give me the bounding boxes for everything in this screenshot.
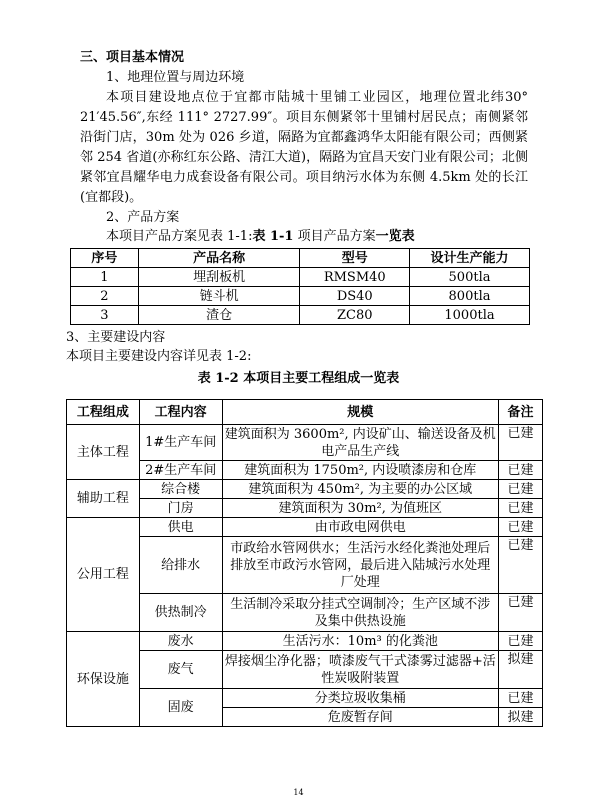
group-cell: 辅助工程 [67,480,140,518]
table-row [67,425,543,461]
ref-table-number: 表 1-1 [252,229,294,244]
table-cell: 1#生产车间 [139,425,222,461]
table-cell: 1000tla [410,306,530,325]
header-cell: 型号 [300,249,410,268]
table-row [67,518,543,537]
page-number: 14 [293,788,304,797]
table-cell: 危废暂存间 [222,708,498,727]
section-title: 三、项目基本情况 [80,50,185,65]
subheading-products: 2、产品方案 [106,210,180,225]
table-cell: RMSM40 [300,268,410,287]
table-cell: ZC80 [300,306,410,325]
table-cell: 3 [71,306,139,325]
table-cell: 分类垃圾收集桶 [222,689,498,708]
table-cell: 800tla [410,287,530,306]
table-cell: 门房 [139,499,222,518]
table-cell: 生活制冷采取分挂式空调制冷；生产区域不涉及集中供热设施 [222,594,498,632]
table-header-row [67,400,543,425]
table-cell: 拟建 [499,651,543,689]
table-row [71,287,530,306]
table-cell: DS40 [300,287,410,306]
table-cell: 1 [71,268,139,287]
table-cell: 建筑面积为 1750m², 内设喷漆房和仓库 [222,461,498,480]
table-cell: 已建 [499,425,543,461]
ref-table-caption: 项目产品方案 [293,229,376,244]
ref-table-caption-bold: 一览表 [375,229,415,244]
header-cell: 工程内容 [139,400,222,425]
table-cell: 给排水 [139,537,222,594]
table-cell: 供热制冷 [139,594,222,632]
table-cell: 2#生产车间 [139,461,222,480]
subheading-construction: 3、主要建设内容 [66,330,166,345]
location-paragraph: 本项目建设地点位于宜都市陆城十里铺工业园区，地理位置北纬30° 21′45.56″,东经 111° 2727.99″。项目东侧紧邻十里铺村居民点；南侧紧邻沿街门店，30m 处为 026 乡道，隔路为宜都鑫鸿华太阳能有限公司；西侧紧邻 254 省道(亦称红东公路、清江大道)，隔路为宜昌天安门业有限公司；北侧紧邻宜昌耀华电力成套设备有限公司。项目纳污水体为东侧 4.5km 处的长江(宜都段)。 [80,90,528,205]
table-row [71,268,530,287]
subheading-location: 1、地理位置与周边环境 [106,70,245,85]
header-cell: 备注 [499,400,543,425]
table2-title: 表 1-2 本项目主要工程组成一览表 [197,371,400,386]
table-row [71,306,530,325]
header-cell: 产品名称 [138,249,300,268]
product-table-reference [106,227,415,247]
table-cell: 供电 [139,518,222,537]
table-cell: 已建 [499,480,543,499]
table-cell: 已建 [499,518,543,537]
table-cell: 已建 [499,461,543,480]
table-row [67,632,543,651]
table-cell: 已建 [499,594,543,632]
table-cell: 焊接烟尘净化器；喷漆废气干式漆雾过滤器+活性炭吸附装置 [222,651,498,689]
ref-prefix: 本项目产品方案见表 1-1: [106,229,253,244]
construction-table [66,399,543,727]
header-cell: 规模 [222,400,498,425]
table-cell: 已建 [499,499,543,518]
table-cell: 建筑面积为 30m², 为值班区 [222,499,498,518]
table-header-row [71,249,530,268]
table-cell: 已建 [499,689,543,708]
table-cell: 已建 [499,632,543,651]
table-cell: 已建 [499,537,543,594]
table-cell: 综合楼 [139,480,222,499]
table-cell: 埋刮板机 [138,268,300,287]
table-cell: 500tla [410,268,530,287]
table-cell: 由市政电网供电 [222,518,498,537]
table-cell: 废水 [139,632,222,651]
group-cell: 公用工程 [67,518,140,632]
table-cell: 渣仓 [138,306,300,325]
group-cell: 环保设施 [67,632,140,727]
header-cell: 序号 [71,249,139,268]
product-table [70,248,530,325]
header-cell: 工程组成 [67,400,140,425]
table-cell: 链斗机 [138,287,300,306]
table-cell: 拟建 [499,708,543,727]
table-cell: 建筑面积为 3600m², 内设矿山、输送设备及机电产品生产线 [222,425,498,461]
table-cell: 固废 [139,689,222,727]
header-cell: 设计生产能力 [410,249,530,268]
table-cell: 市政给水管网供水；生活污水经化粪池处理后排放至市政污水管网，最后进入陆城污水处理厂处理 [222,537,498,594]
table-cell: 废气 [139,651,222,689]
table-cell: 生活污水：10m³ 的化粪池 [222,632,498,651]
table-cell: 建筑面积为 450m², 为主要的办公区域 [222,480,498,499]
group-cell: 主体工程 [67,425,140,480]
table-row [67,480,543,499]
table-cell: 2 [71,287,139,306]
construction-reference: 本项目主要建设内容详见表 1-2: [66,349,252,364]
